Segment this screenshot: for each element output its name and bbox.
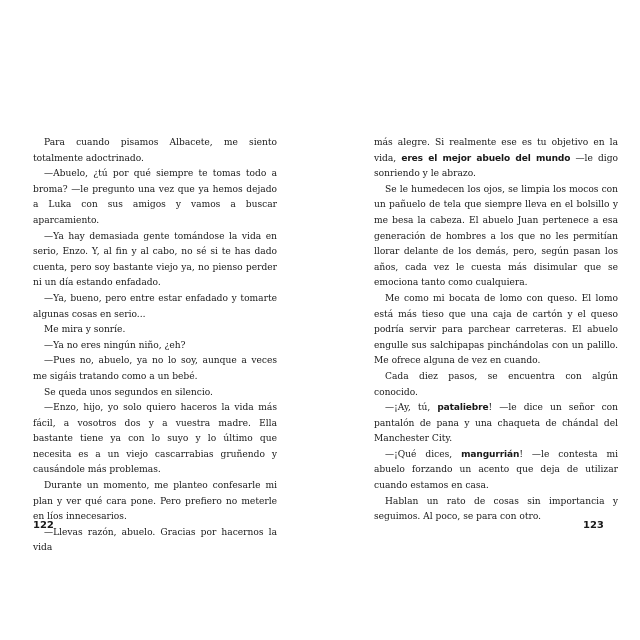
paragraph: Durante un momento, me planteo confesarle mi plan y ver qué cara pone. Pero prefiero no meterle en líos innecesarios. <box>33 481 277 523</box>
paragraph: Cada diez pasos, se encuentra con algún conocido. <box>374 371 618 398</box>
text-run: ! —le dice un señor con pantalón de pana y una chaqueta de chándal del Manchester City. <box>374 403 619 445</box>
text-run: —¡Qué dices, <box>385 449 462 460</box>
paragraph: —Ya no eres ningún niño, ¿eh? <box>44 340 186 351</box>
emphasis-text: pataliebre <box>437 403 489 414</box>
paragraph <box>374 136 618 183</box>
paragraph: Para cuando pisamos Albacete, me siento totalmente adoctrinado. <box>33 138 277 164</box>
page-number-left: 122 <box>33 520 54 531</box>
text-run: —le digo sonriendo y le abrazo. <box>374 153 618 180</box>
paragraph <box>374 448 618 495</box>
paragraph: —Ya, bueno, pero entre estar enfadado y tomarte algunas cosas en serio... <box>33 293 277 320</box>
text-run: —¡Ay, tú, <box>385 403 438 414</box>
text-run: ! —le contesta mi abuelo forzando un acento que deja de utilizar cuando estamos en casa. <box>374 449 618 492</box>
emphasis-text: eres el mejor abuelo del mundo <box>401 153 571 164</box>
left-page-text <box>33 136 277 557</box>
paragraph: —Pues no, abuelo, ya no lo soy, aunque a veces me sigáis tratando como a un bebé. <box>33 356 277 382</box>
paragraph: —Abuelo, ¿tú por qué siempre te tomas todo a broma? —le pregunto una vez que ya hemos dejado a Luka con sus amigos y vamos a buscar aparcamiento. <box>33 169 277 226</box>
paragraph: Hablan un rato de cosas sin importancia y seguimos. Al poco, se para con otro. <box>374 496 618 523</box>
paragraph: Se le humedecen los ojos, se limpia los mocos con un pañuelo de tela que siempre lleva en el bolsillo y me besa la cabeza. El abuelo Juan pertenece a esa generación de hombres a los que no les permitían llorar delante de los demás, pero, según pasan los años, cada vez le cuesta más disimular que se emociona tanto como cualquiera. <box>374 184 618 289</box>
paragraph: —Enzo, hijo, yo solo quiero haceros la vida más fácil, a vosotros dos y a vuestra madre. Ella bastante tiene ya con lo suyo y lo último que necesita es a un viejo cascarrabias gruñendo y causándole más problemas. <box>33 403 277 476</box>
paragraph: Se queda unos segundos en silencio. <box>44 387 213 398</box>
emphasis-text: mangurrián <box>461 449 520 460</box>
paragraph <box>374 401 618 448</box>
paragraph: —Llevas razón, abuelo. Gracias por hacernos la vida <box>33 527 277 554</box>
paragraph: —Ya hay demasiada gente tomándose la vida en serio, Enzo. Y, al fin y al cabo, no sé si te has dado cuenta, pero soy bastante viejo ya, no pienso perder ni un día estando enfadado. <box>33 231 277 289</box>
paragraph: Me mira y sonríe. <box>44 325 126 336</box>
text-run: más alegre. Si realmente ese es tu objetivo en la vida, <box>374 138 618 164</box>
paragraph: Me como mi bocata de lomo con queso. El lomo está más tieso que una caja de cartón y el queso podría servir para parchear carreteras. El abuelo engulle sus salchipapas pinchándolas con un palillo. Me ofrece alguna de vez en cuando. <box>374 293 618 367</box>
right-page-text <box>374 136 618 526</box>
page-number-right: 123 <box>583 520 604 531</box>
